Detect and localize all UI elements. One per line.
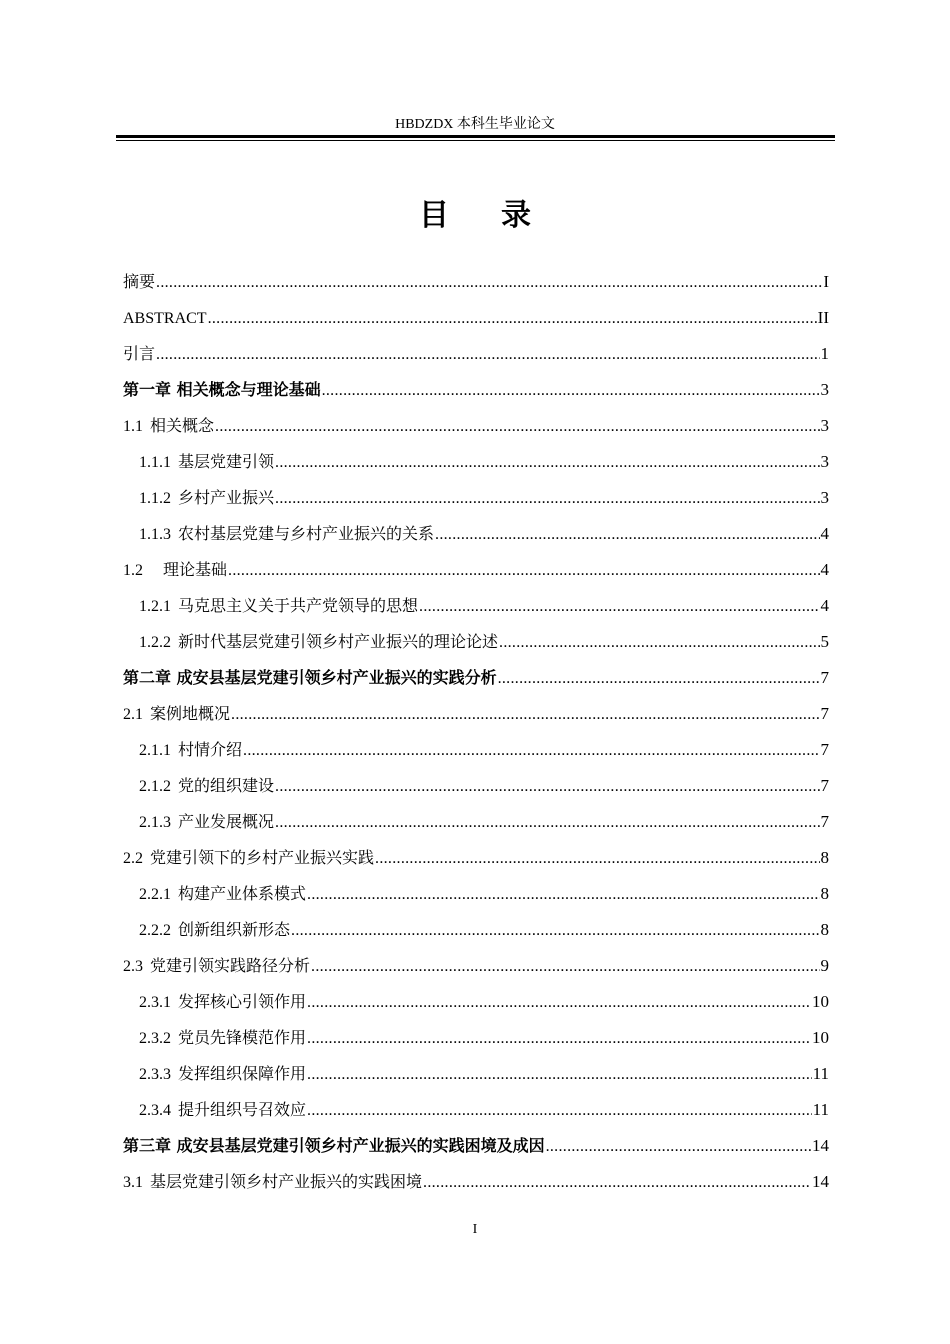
dot-leader [275,805,819,841]
toc-entry[interactable] [123,336,829,372]
table-of-contents [123,264,829,1200]
toc-entry[interactable] [123,696,829,732]
toc-entry-label [139,588,418,625]
toc-entry-text: 引言 [123,344,156,363]
toc-entry-label [139,732,242,769]
toc-entry-text: 摘要 [123,272,156,291]
toc-entry-page: 7 [820,812,829,831]
toc-entry-label [123,408,214,445]
dot-leader [231,697,819,733]
toc-entry[interactable] [123,1020,829,1056]
toc-entry-page: 9 [820,956,829,975]
toc-entry-page: 4 [820,524,829,543]
toc-entry-label [123,840,374,877]
toc-entry-text: 马克思主义关于共产党领导的思想 [178,596,419,615]
running-header: HBDZDX 本科生毕业论文 [395,117,555,132]
toc-entry-text: 村情介绍 [178,740,243,759]
toc-entry-number: 2.3 [123,958,143,975]
dot-leader [546,1129,811,1165]
toc-entry-label [139,624,498,661]
toc-entry-label [139,1092,306,1129]
toc-entry-text: 党建引领实践路径分析 [150,956,311,975]
toc-entry[interactable] [123,1056,829,1092]
toc-entry-text: 发挥组织保障作用 [178,1064,307,1083]
toc-entry-page: 7 [820,740,829,759]
toc-entry-page: 14 [812,1136,829,1155]
toc-entry[interactable] [123,480,829,516]
toc-entry-text: 党建引领下的乡村产业振兴实践 [150,848,375,867]
toc-entry-text: 党的组织建设 [178,776,275,795]
toc-entry-label [139,1056,306,1093]
toc-entry-page: 8 [820,920,829,939]
dot-leader [243,733,819,769]
toc-entry[interactable] [123,408,829,444]
dot-leader [208,301,817,337]
toc-entry-number: 2.3.1 [139,994,171,1011]
toc-entry-number: 1.2.1 [139,598,171,615]
toc-entry[interactable] [123,660,829,696]
toc-entry-text: 案例地概况 [150,704,231,723]
toc-entry-page: 10 [812,992,829,1011]
toc-entry-text: 创新组织新形态 [178,920,291,939]
toc-entry-page: 8 [820,884,829,903]
dot-leader [423,1165,811,1201]
toc-entry-label [123,660,497,696]
toc-entry[interactable] [123,588,829,624]
toc-entry-number: 2.3.2 [139,1030,171,1047]
toc-entry-page: 4 [820,560,829,579]
toc-entry-page: 7 [820,704,829,723]
toc-entry-text: 乡村产业振兴 [178,488,275,507]
dot-leader [499,625,819,661]
toc-entry[interactable] [123,912,829,948]
toc-entry-text: 第一章 相关概念与理论基础 [123,380,321,399]
toc-entry[interactable] [123,516,829,552]
toc-entry[interactable] [123,984,829,1020]
toc-entry-text: ABSTRACT [123,310,207,327]
toc-entry-number: 1.1 [123,418,143,435]
toc-entry-text: 理论基础 [163,560,228,579]
toc-entry-label [139,804,274,841]
toc-entry[interactable] [123,624,829,660]
toc-entry-number: 1.2 [123,562,143,579]
toc-entry-page: I [823,272,829,291]
dot-leader [375,841,819,877]
dot-leader [307,877,819,913]
toc-entry[interactable] [123,1092,829,1128]
toc-entry-number: 2.1.1 [139,742,171,759]
toc-entry-number: 2.2.1 [139,886,171,903]
toc-entry-page: 5 [820,632,829,651]
dot-leader [156,265,822,301]
dot-leader [307,1057,812,1093]
toc-entry-text: 构建产业体系模式 [178,884,307,903]
toc-entry-page: 11 [812,1064,829,1083]
toc-entry-number: 1.1.1 [139,454,171,471]
toc-entry-number: 2.3.3 [139,1066,171,1083]
toc-entry[interactable] [123,264,829,300]
toc-entry[interactable] [123,444,829,480]
toc-entry-number: 3.1 [123,1174,143,1191]
toc-entry-text: 基层党建引领乡村产业振兴的实践困境 [150,1172,423,1191]
toc-entry-page: 11 [812,1100,829,1119]
toc-entry-label [139,984,306,1021]
dot-leader [435,517,819,553]
dot-leader [307,985,811,1021]
dot-leader [307,1021,811,1057]
toc-entry-page: 3 [820,488,829,507]
toc-entry-page: 10 [812,1028,829,1047]
toc-entry-page: 3 [820,380,829,399]
toc-entry-label [123,696,230,733]
toc-entry[interactable] [123,732,829,768]
toc-entry-text: 提升组织号召效应 [178,1100,307,1119]
toc-entry-text: 第二章 成安县基层党建引领乡村产业振兴的实践分析 [123,668,497,687]
toc-entry-text: 新时代基层党建引领乡村产业振兴的理论论述 [178,632,499,651]
toc-entry[interactable] [123,1164,829,1200]
dot-leader [322,373,820,409]
dot-leader [275,769,819,805]
toc-entry-page: 7 [820,668,829,687]
dot-leader [275,445,819,481]
toc-entry-label [139,516,434,553]
dot-leader [291,913,819,949]
toc-entry-number: 2.2 [123,850,143,867]
dot-leader [498,661,820,697]
toc-entry-label [123,264,155,300]
toc-entry-text: 产业发展概况 [178,812,275,831]
dot-leader [311,949,819,985]
toc-entry-number: 1.2.2 [139,634,171,651]
toc-entry-page: 3 [820,416,829,435]
header-rule-thick [116,135,835,138]
toc-entry[interactable] [123,300,829,336]
dot-leader [156,337,819,373]
toc-entry-label [139,1020,306,1057]
toc-entry-text: 农村基层党建与乡村产业振兴的关系 [178,524,435,543]
toc-entry[interactable] [123,768,829,804]
toc-entry-text: 党员先锋模范作用 [178,1028,307,1047]
dot-leader [215,409,819,445]
dot-leader [307,1093,812,1129]
toc-entry-label [139,912,290,949]
toc-title: 目录 [419,198,583,233]
toc-entry-text: 基层党建引领 [178,452,275,471]
toc-entry-label [123,1164,422,1201]
toc-entry-label [139,768,274,805]
dot-leader [419,589,819,625]
header-rule-thin [116,140,835,141]
toc-entry-label [123,336,155,372]
toc-entry[interactable] [123,948,829,984]
toc-entry-number: 2.3.4 [139,1102,171,1119]
footer-page-number: I [472,1222,478,1237]
toc-entry[interactable] [123,840,829,876]
toc-entry-text: 相关概念 [150,416,215,435]
toc-entry-label [123,948,310,985]
toc-entry[interactable] [123,372,829,408]
toc-entry-label [139,444,274,481]
toc-entry-number: 2.2.2 [139,922,171,939]
toc-entry-page: II [817,308,829,327]
toc-entry-page: 3 [820,452,829,471]
toc-entry-text: 第三章 成安县基层党建引领乡村产业振兴的实践困境及成因 [123,1136,545,1155]
toc-entry[interactable] [123,876,829,912]
toc-entry-number: 1.1.2 [139,490,171,507]
toc-entry-page: 14 [812,1172,829,1191]
toc-entry-label [123,1128,545,1164]
toc-entry-number: 2.1.2 [139,778,171,795]
dot-leader [275,481,819,517]
toc-entry-label [123,372,321,408]
toc-entry-label [139,480,274,517]
toc-entry[interactable] [123,804,829,840]
toc-entry-label [123,552,227,589]
toc-entry[interactable] [123,1128,829,1164]
toc-entry-page: 8 [820,848,829,867]
toc-entry-text: 发挥核心引领作用 [178,992,307,1011]
toc-entry-page: 1 [820,344,829,363]
toc-entry-label [139,876,306,913]
toc-entry-label [123,300,207,337]
toc-entry-number: 1.1.3 [139,526,171,543]
toc-entry-number: 2.1.3 [139,814,171,831]
toc-entry-page: 7 [820,776,829,795]
toc-entry-number: 2.1 [123,706,143,723]
toc-entry[interactable] [123,552,829,588]
toc-entry-page: 4 [820,596,829,615]
dot-leader [228,553,819,589]
